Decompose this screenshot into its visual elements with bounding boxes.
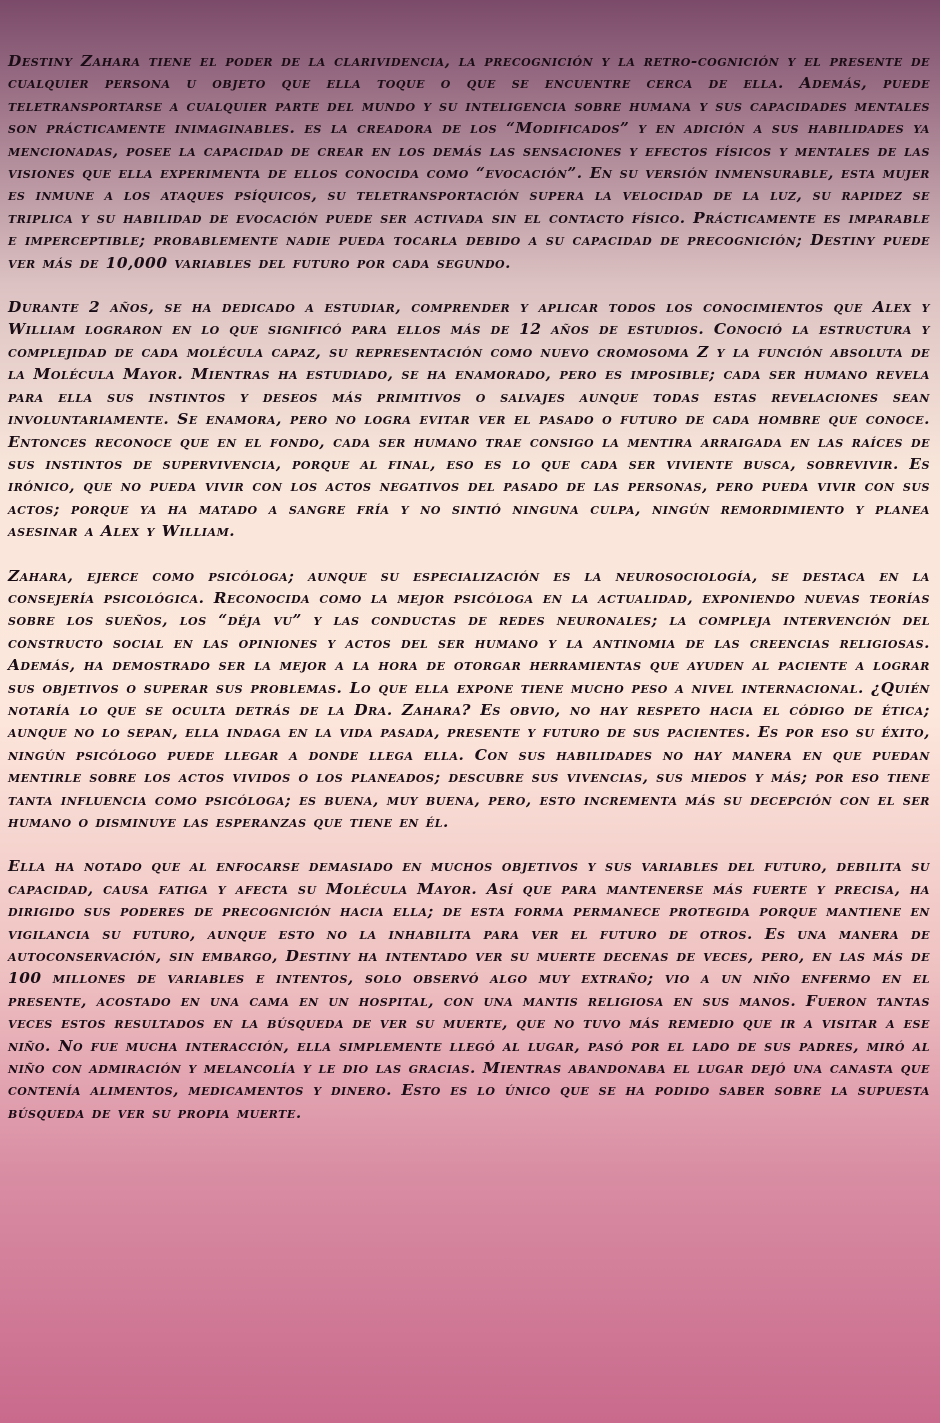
- paragraph-psychologist: Zahara, ejerce como psicóloga; aunque su especialización es la neurosociología, se destaca en la consejería psicológica. Reconocida como la mejor psicóloga en la actualidad, exponiendo nuevas teorías sobre los sueños, los “déja vu” y las conductas de redes neuronales; la compleja intervención del constructo social en las opiniones y actos del ser humano y la antinomia de las creencias religiosas. Además, ha demostrado ser la mejor a la hora de otorgar herramientas que ayuden al paciente a lograr sus objetivos o superar sus problemas. Lo que ella expone tiene mucho peso a nivel internacional. ¿Quién notaría lo que se oculta detrás de la Dra. Zahara? Es obvio, no hay respeto hacia el código de ética; aunque no lo sepan, ella indaga en la vida pasada, presente y futuro de sus pacientes. Es por eso su éxito, ningún psicólogo puede llegar a donde llega ella. Con sus habilidades no hay manera en que puedan mentirle sobre los actos vividos o los planeados; descubre sus vivencias, sus miedos y más; por eso tiene tanta influencia como psicóloga; es buena, muy buena, pero, esto incrementa más su decepción con el ser humano o disminuye las esperanzas que tiene en él.: [8, 566, 930, 831]
- paragraph-studies: Durante 2 años, se ha dedicado a estudiar, comprender y aplicar todos los conocimientos que Alex y William lograron en lo que significó para ellos más de 12 años de estudios. Conoció la estructura y complejidad de cada molécula capaz, su representación como nuevo cromosoma Z y la función absoluta de la Molécula Mayor. Mientras ha estudiado, se ha enamorado, pero es imposible; cada ser humano revela para ella sus instintos y deseos más primitivos o salvajes aunque todas estas revelaciones sean involuntariamente. Se enamora, pero no logra evitar ver el pasado o futuro de cada hombre que conoce. Entonces reconoce que en el fondo, cada ser humano trae consigo la mentira arraigada en las raíces de sus instintos de supervivencia, porque al final, eso es lo que cada ser viviente busca, sobrevivir. Es irónico, que no pueda vivir con los actos negativos del pasado de las personas, pero pueda vivir con sus actos; porque ya ha matado a sangre fría y no sintió ninguna culpa, ningún remordimiento y planea asesinar a Alex y William.: [8, 298, 930, 541]
- paragraph-abilities: Destiny Zahara tiene el poder de la clarividencia, la precognición y la retro-cognición y el presente de cualquier persona u objeto que ella toque o que se encuentre cerca de ella. Además, puede teletransportarse a cualquier parte del mundo y su inteligencia sobre humana y sus capacidades mentales son prácticamente inimaginables. es la creadora de los “Modificados” y en adición a sus habilidades ya mencionadas, posee la capacidad de crear en los demás las sensaciones y efectos físicos y mentales de las visiones que ella experimenta de ellos conocida como “evocación”. En su versión inmensurable, esta mujer es inmune a los ataques psíquicos, su teletransportación supera la velocidad de la luz, su rapidez se triplica y su habilidad de evocación puede ser activada sin el contacto físico. Prácticamente es imparable e imperceptible; probablemente nadie pueda tocarla debido a su capacidad de precognición; Destiny puede ver más de 10,000 variables del futuro por cada segundo.: [8, 52, 930, 272]
- paragraph-death-search: Ella ha notado que al enfocarse demasiado en muchos objetivos y sus variables del futuro, debilita su capacidad, causa fatiga y afecta su Molécula Mayor. Así que para mantenerse más fuerte y precisa, ha dirigido sus poderes de precognición hacia ella; de esta forma permanece protegida porque mantiene en vigilancia su futuro, aunque esto no la inhabilita para ver el futuro de otros. Es una manera de autoconservación, sin embargo, Destiny ha intentado ver su muerte decenas de veces, pero, en las más de 100 millones de variables e intentos, solo observó algo muy extraño; vio a un niño enfermo en el presente, acostado en una cama en un hospital, con una mantis religiosa en sus manos. Fueron tantas veces estos resultados en la búsqueda de ver su muerte, que no tuvo más remedio que ir a visitar a ese niño. No fue mucha interacción, ella simplemente llegó al lugar, pasó por el lado de sus padres, miró al niño con admiración y melancolía y le dio las gracias. Mientras abandonaba el lugar dejó una canasta que contenía alimentos, medicamentos y dinero. Esto es lo único que se ha podido saber sobre la supuesta búsqueda de ver su propia muerte.: [8, 857, 930, 1122]
